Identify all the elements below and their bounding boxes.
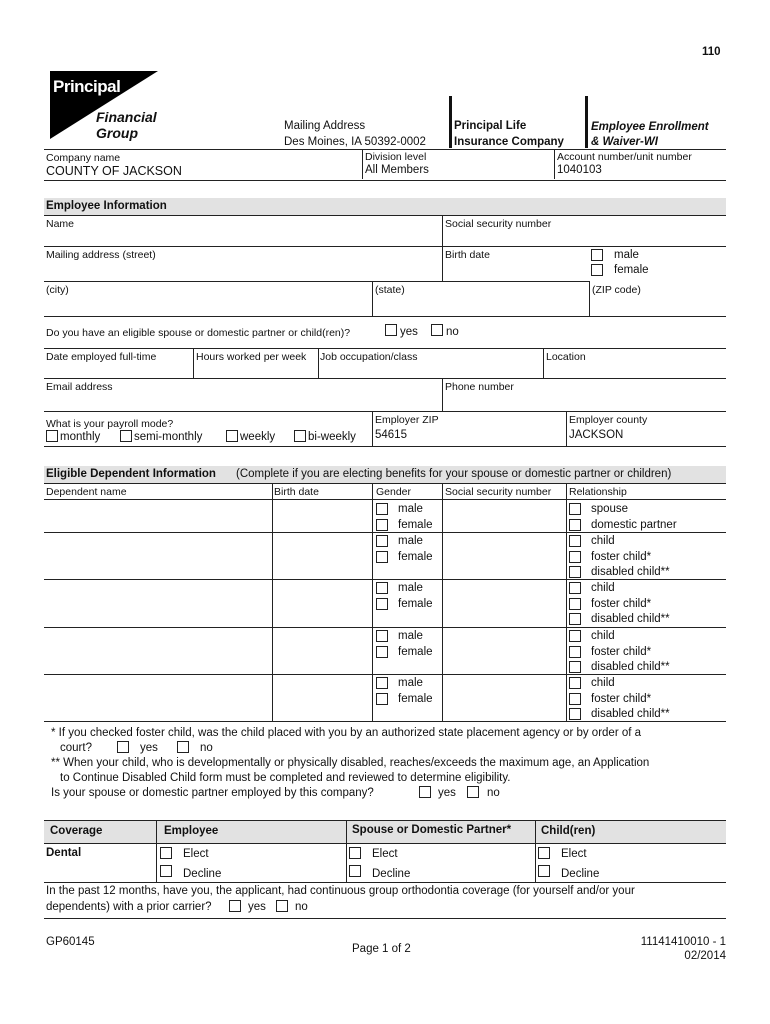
date-employed-label: Date employed full-time xyxy=(46,351,157,363)
dep5-disabled-checkbox[interactable] xyxy=(569,708,581,720)
phone-label: Phone number xyxy=(445,381,514,393)
payroll-semimonthly-label: semi-monthly xyxy=(134,431,203,443)
children-decline-checkbox[interactable] xyxy=(538,865,550,877)
spouse-yes-checkbox[interactable] xyxy=(385,324,397,336)
dep3-female-label: female xyxy=(398,598,433,610)
dep3-child-checkbox[interactable] xyxy=(569,582,581,594)
spouse-elect-checkbox[interactable] xyxy=(349,847,361,859)
foster-yes-label: yes xyxy=(140,742,158,754)
ortho-no-label: no xyxy=(295,901,308,913)
female-label: female xyxy=(614,264,649,276)
dep3-disabled-checkbox[interactable] xyxy=(569,613,581,625)
employee-section-title: Employee Information xyxy=(46,200,167,212)
male-label: male xyxy=(614,249,639,261)
dep5-disabled-label: disabled child** xyxy=(591,708,670,720)
spouse-employed-question: Is your spouse or domestic partner employed by this company? xyxy=(51,787,374,799)
logo-line3: Group xyxy=(96,125,138,141)
occupation-label: Job occupation/class xyxy=(320,351,418,363)
zip-label: (ZIP code) xyxy=(592,284,641,296)
ortho-line1: In the past 12 months, have you, the applicant, had continuous group orthodontia coverage (for yourself and/or your xyxy=(46,885,635,897)
ortho-yes-checkbox[interactable] xyxy=(229,900,241,912)
dep3-disabled-label: disabled child** xyxy=(591,613,670,625)
dep5-female-label: female xyxy=(398,693,433,705)
children-decline-label: Decline xyxy=(561,868,600,880)
company-line1: Principal Life xyxy=(454,120,527,132)
disabled-note-line1: ** When your child, who is developmentally or physically disabled, reaches/exceeds the maximum age, an Application xyxy=(51,757,650,769)
payroll-semimonthly-checkbox[interactable] xyxy=(120,430,132,442)
mailing-label: Mailing Address xyxy=(284,120,366,132)
company-name-value: COUNTY OF JACKSON xyxy=(46,164,182,178)
dep3-male-checkbox[interactable] xyxy=(376,582,388,594)
dep3-foster-checkbox[interactable] xyxy=(569,598,581,610)
disabled-note-line2: to Continue Disabled Child form must be completed and reviewed to determine eligibility. xyxy=(60,772,511,784)
payroll-biweekly-checkbox[interactable] xyxy=(294,430,306,442)
street-label: Mailing address (street) xyxy=(46,249,156,261)
dep1-male-checkbox[interactable] xyxy=(376,503,388,515)
col-birth-date: Birth date xyxy=(274,486,319,498)
dep2-foster-checkbox[interactable] xyxy=(569,551,581,563)
ssn-label: Social security number xyxy=(445,218,552,230)
dep1-male-label: male xyxy=(398,503,423,515)
logo-brand: Principal xyxy=(53,77,121,96)
dep4-disabled-checkbox[interactable] xyxy=(569,661,581,673)
spouse-employed-yes-checkbox[interactable] xyxy=(419,786,431,798)
hours-label: Hours worked per week xyxy=(196,351,307,363)
col-ssn: Social security number xyxy=(445,486,552,498)
dep4-female-checkbox[interactable] xyxy=(376,646,388,658)
division-label: Division level xyxy=(365,151,427,163)
account-label: Account number/unit number xyxy=(557,151,692,163)
dep2-female-label: female xyxy=(398,551,433,563)
birth-label: Birth date xyxy=(445,249,490,261)
spouse-employed-no-label: no xyxy=(487,787,500,799)
col-dependent-name: Dependent name xyxy=(46,486,127,498)
name-label: Name xyxy=(46,218,75,230)
ortho-no-checkbox[interactable] xyxy=(276,900,288,912)
logo-line2: Financial xyxy=(96,109,157,125)
spouse-question: Do you have an eligible spouse or domestic partner or child(ren)? xyxy=(46,327,351,339)
dep5-child-checkbox[interactable] xyxy=(569,677,581,689)
foster-yes-checkbox[interactable] xyxy=(117,741,129,753)
employer-zip-label: Employer ZIP xyxy=(375,414,439,426)
dep4-male-checkbox[interactable] xyxy=(376,630,388,642)
dep4-male-label: male xyxy=(398,630,423,642)
dep2-child-checkbox[interactable] xyxy=(569,535,581,547)
female-checkbox[interactable] xyxy=(591,264,603,276)
dep5-female-checkbox[interactable] xyxy=(376,693,388,705)
foster-no-checkbox[interactable] xyxy=(177,741,189,753)
col-gender: Gender xyxy=(376,486,412,498)
dep3-child-label: child xyxy=(591,582,615,594)
spouse-no-checkbox[interactable] xyxy=(431,324,443,336)
mailing-address: Des Moines, IA 50392-0002 xyxy=(284,136,426,148)
footer-form-id: GP60145 xyxy=(46,936,95,948)
dep2-disabled-label: disabled child** xyxy=(591,566,670,578)
footer-date: 02/2014 xyxy=(684,950,726,962)
employee-decline-label: Decline xyxy=(183,868,222,880)
dep2-female-checkbox[interactable] xyxy=(376,551,388,563)
footer-code: 11141410010 - 1 xyxy=(640,936,726,948)
dep2-male-label: male xyxy=(398,535,423,547)
col-children: Child(ren) xyxy=(541,825,596,837)
employee-elect-label: Elect xyxy=(183,848,209,860)
division-value: All Members xyxy=(365,164,429,176)
dep2-disabled-checkbox[interactable] xyxy=(569,566,581,578)
form-title-line2: & Waiver-WI xyxy=(591,136,658,148)
spouse-employed-no-checkbox[interactable] xyxy=(467,786,479,798)
header-divider-1 xyxy=(449,96,452,148)
city-label: (city) xyxy=(46,284,69,296)
dep1-spouse-checkbox[interactable] xyxy=(569,503,581,515)
payroll-question: What is your payroll mode? xyxy=(46,418,174,430)
spouse-decline-label: Decline xyxy=(372,868,411,880)
spouse-decline-checkbox[interactable] xyxy=(349,865,361,877)
company-line2: Insurance Company xyxy=(454,136,564,148)
spouse-no-label: no xyxy=(446,326,459,338)
spouse-employed-yes-label: yes xyxy=(438,787,456,799)
company-name-label: Company name xyxy=(46,152,121,164)
dependent-section-note: (Complete if you are electing benefits for your spouse or domestic partner or children) xyxy=(236,468,672,480)
dep1-partner-checkbox[interactable] xyxy=(569,519,581,531)
col-relationship: Relationship xyxy=(569,486,627,498)
dep5-male-checkbox[interactable] xyxy=(376,677,388,689)
dep3-male-label: male xyxy=(398,582,423,594)
payroll-weekly-label: weekly xyxy=(240,431,276,443)
footer-page: Page 1 of 2 xyxy=(352,943,411,955)
dep4-disabled-label: disabled child** xyxy=(591,661,670,673)
foster-note-line2: court? xyxy=(60,742,92,754)
col-coverage: Coverage xyxy=(50,825,103,837)
foster-note-line1: * If you checked foster child, was the child placed with you by an authorized state placement agency or by order of a xyxy=(51,727,642,739)
dep1-partner-label: domestic partner xyxy=(591,519,677,531)
dep5-foster-checkbox[interactable] xyxy=(569,693,581,705)
dep2-male-checkbox[interactable] xyxy=(376,535,388,547)
spouse-yes-label: yes xyxy=(400,326,418,338)
page-number: 110 xyxy=(702,46,721,58)
dep2-child-label: child xyxy=(591,535,615,547)
header-divider-2 xyxy=(585,96,588,148)
col-employee: Employee xyxy=(164,825,219,837)
employer-county-value: JACKSON xyxy=(569,429,624,441)
dep1-female-label: female xyxy=(398,519,433,531)
dep4-child-label: child xyxy=(591,630,615,642)
payroll-weekly-checkbox[interactable] xyxy=(226,430,238,442)
dep5-foster-label: foster child* xyxy=(591,693,652,705)
payroll-monthly-checkbox[interactable] xyxy=(46,430,58,442)
email-label: Email address xyxy=(46,381,113,393)
employee-elect-checkbox[interactable] xyxy=(160,847,172,859)
state-label: (state) xyxy=(375,284,405,296)
children-elect-label: Elect xyxy=(561,848,587,860)
ortho-line2: dependents) with a prior carrier? xyxy=(46,901,212,913)
employer-county-label: Employer county xyxy=(569,414,648,426)
account-value: 1040103 xyxy=(557,164,602,176)
col-spouse: Spouse or Domestic Partner* xyxy=(352,824,512,836)
dental-label: Dental xyxy=(46,847,82,859)
foster-no-label: no xyxy=(200,742,213,754)
spouse-elect-label: Elect xyxy=(372,848,398,860)
dependent-section-title: Eligible Dependent Information xyxy=(46,468,216,480)
dep1-spouse-label: spouse xyxy=(591,503,629,515)
employee-decline-checkbox[interactable] xyxy=(160,865,172,877)
location-label: Location xyxy=(546,351,586,363)
dep4-female-label: female xyxy=(398,646,433,658)
dep3-female-checkbox[interactable] xyxy=(376,598,388,610)
ortho-yes-label: yes xyxy=(248,901,266,913)
children-elect-checkbox[interactable] xyxy=(538,847,550,859)
dep4-foster-label: foster child* xyxy=(591,646,652,658)
dep2-foster-label: foster child* xyxy=(591,551,652,563)
male-checkbox[interactable] xyxy=(591,249,603,261)
principal-logo xyxy=(50,71,160,141)
dep3-foster-label: foster child* xyxy=(591,598,652,610)
dep4-foster-checkbox[interactable] xyxy=(569,646,581,658)
dep5-male-label: male xyxy=(398,677,423,689)
payroll-biweekly-label: bi-weekly xyxy=(308,431,356,443)
employer-zip-value: 54615 xyxy=(375,429,407,441)
dep4-child-checkbox[interactable] xyxy=(569,630,581,642)
dep5-child-label: child xyxy=(591,677,615,689)
payroll-monthly-label: monthly xyxy=(60,431,101,443)
form-title-line1: Employee Enrollment xyxy=(591,121,709,133)
dep1-female-checkbox[interactable] xyxy=(376,519,388,531)
